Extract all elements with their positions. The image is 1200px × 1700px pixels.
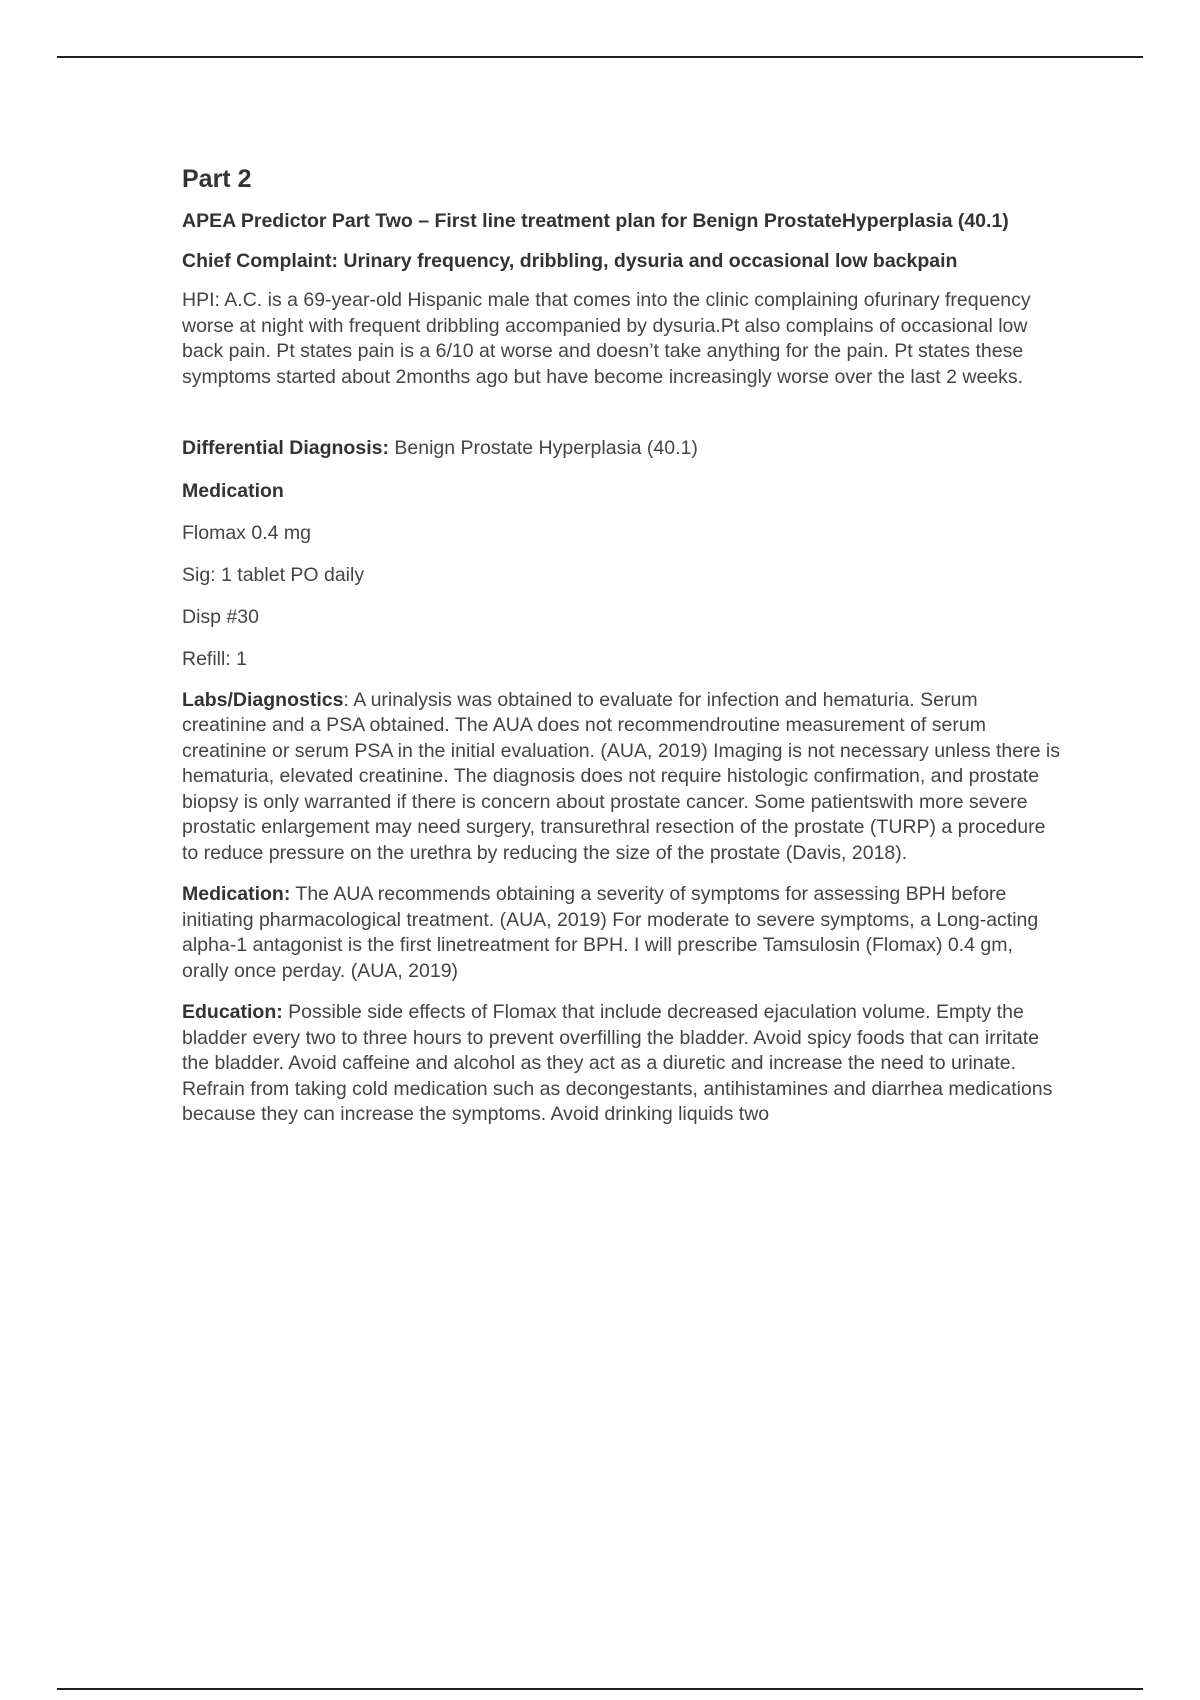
bottom-rule <box>57 1688 1143 1690</box>
prescription-sig: Sig: 1 tablet PO daily <box>182 563 365 586</box>
top-rule <box>57 56 1143 58</box>
differential-label: Differential Diagnosis: <box>182 437 389 459</box>
document-subtitle: APEA Predictor Part Two – First line treatment plan for Benign ProstateHyperplasia (40.1) <box>182 210 1009 232</box>
labs-diagnostics-paragraph <box>182 688 1062 867</box>
education-text: Possible side effects of Flomax that include decreased ejaculation volume. Empty the bladder every two to three hours to prevent overfilling the bladder. Avoid spicy foods that can irritate the bladder. Avoid caffeine and alcohol as they act as a diuretic and increase the need to urinate. Refrain from taking cold medication such as decongestants, antihistamines and diarrhea medications because they can increase the symptoms. Avoid drinking liquids two <box>182 1001 1053 1125</box>
labs-text: : A urinalysis was obtained to evaluate for infection and hematuria. Serum creatinine and a PSA obtained. The AUA does not recommendroutine measurement of serum creatinine or serum PSA in the initial evaluation. (AUA, 2019) Imaging is not necessary unless there is hematuria, elevated creatinine. The diagnosis does not require histologic confirmation, and prostate biopsy is only warranted if there is concern about prostate cancer. Some patientswith more severe prostatic enlargement may need surgery, transurethral resection of the prostate (TURP) a procedure to reduce pressure on the urethra by reducing the size of the prostate (Davis, 2018). <box>182 688 1060 864</box>
chief-complaint: Chief Complaint: Urinary frequency, dribbling, dysuria and occasional low backpain <box>182 250 958 272</box>
document-body <box>182 164 1062 1144</box>
labs-label: Labs/Diagnostics <box>182 688 344 711</box>
medication-paragraph <box>182 882 1062 984</box>
education-paragraph <box>182 1000 1062 1128</box>
part-title: Part 2 <box>182 165 252 193</box>
prescription-disp: Disp #30 <box>182 605 259 628</box>
differential-value: Benign Prostate Hyperplasia (40.1) <box>388 437 698 459</box>
prescription-refill: Refill: 1 <box>182 647 248 670</box>
hpi-paragraph: HPI: A.C. is a 69-year-old Hispanic male that comes into the clinic complaining ofurinary frequency worse at night with frequent dribbling accompanied by dysuria.Pt also complains of occasional low back pain. Pt states pain is a 6/10 at worse and doesn’t take anything for the pain. Pt states these symptoms started about 2months ago but have become increasingly worse over the last 2 weeks. <box>182 289 1031 388</box>
differential-diagnosis <box>182 436 1062 462</box>
prescription-drug: Flomax 0.4 mg <box>182 521 311 544</box>
medication-label: Medication: <box>182 883 291 905</box>
medication-text: The AUA recommends obtaining a severity of symptoms for assessing BPH before initiating pharmacological treatment. (AUA, 2019) For moderate to severe symptoms, a Long-acting alpha-1 antagonist is the first linetreatment for BPH. I will prescribe Tamsulosin (Flomax) 0.4 gm, orally once perday. (AUA, 2019) <box>182 883 1039 982</box>
education-label: Education: <box>182 1001 283 1023</box>
medication-heading: Medication <box>182 479 284 502</box>
